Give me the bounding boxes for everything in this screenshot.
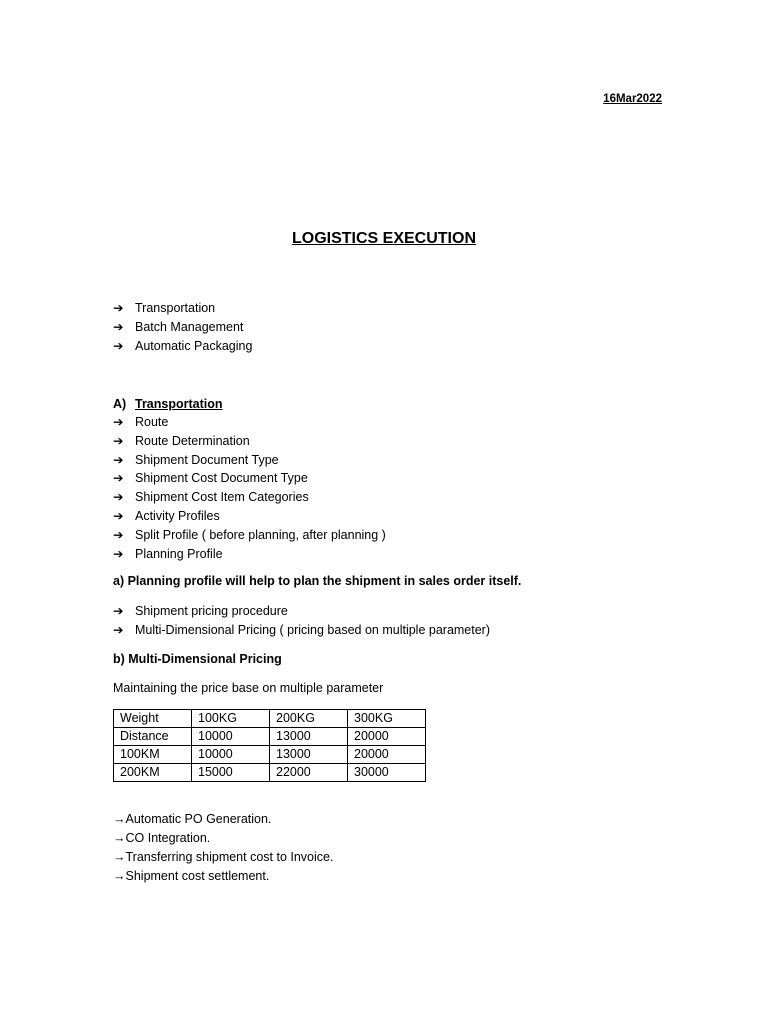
section-a-title: Transportation	[135, 397, 223, 411]
list-item: ➔ Route	[113, 413, 386, 432]
table-cell: 10000	[192, 746, 270, 764]
arrow-icon: ➔	[113, 415, 124, 429]
list-item: ➔ Shipment Cost Document Type	[113, 469, 386, 488]
table-row	[114, 728, 426, 746]
table-cell: Weight	[114, 710, 192, 728]
arrow-icon: →	[113, 850, 126, 864]
list-item: ➔ Planning Profile	[113, 545, 386, 564]
table-cell: 15000	[192, 764, 270, 782]
arrow-icon: ➔	[113, 452, 124, 467]
arrow-icon: ➔	[113, 622, 124, 637]
list-item: ➔ Route Determination	[113, 432, 386, 451]
list-item: ➔ Multi-Dimensional Pricing ( pricing based on multiple parameter)	[113, 621, 490, 640]
table-cell: Distance	[114, 728, 192, 746]
planning-profile-note: a) Planning profile will help to plan the shipment in sales order itself.	[113, 574, 522, 588]
table-cell: 100KM	[114, 746, 192, 764]
table-cell: 13000	[270, 746, 348, 764]
table-cell: 100KG	[192, 710, 270, 728]
pricing-list	[113, 602, 490, 640]
follow-up-list	[113, 810, 333, 886]
table-cell: 200KM	[114, 764, 192, 782]
arrow-icon: ➔	[113, 301, 124, 315]
table-cell: 300KG	[348, 710, 426, 728]
arrow-icon: →	[113, 869, 126, 883]
arrow-icon: ➔	[113, 338, 124, 353]
section-b-heading: b) Multi-Dimensional Pricing	[113, 652, 282, 666]
table-cell: 200KG	[270, 710, 348, 728]
table-cell: 30000	[348, 764, 426, 782]
table-cell: 20000	[348, 728, 426, 746]
arrow-icon: ➔	[113, 433, 124, 448]
pricing-table	[113, 709, 426, 782]
table-row	[114, 746, 426, 764]
arrow-icon: ➔	[113, 490, 124, 505]
arrow-icon: →	[113, 812, 126, 826]
table-row	[114, 710, 426, 728]
list-item: ➔ Split Profile ( before planning, after planning )	[113, 526, 386, 545]
section-b-intro: Maintaining the price base on multiple parameter	[113, 681, 384, 695]
arrow-icon: ➔	[113, 546, 124, 561]
table-cell: 20000	[348, 746, 426, 764]
arrow-icon: ➔	[113, 319, 124, 334]
arrow-icon: ➔	[113, 471, 124, 486]
list-item: ➔ Shipment pricing procedure	[113, 602, 490, 621]
list-item: ➔ Shipment Cost Item Categories	[113, 488, 386, 507]
list-item: ➔ Batch Management	[113, 318, 252, 337]
document-title: LOGISTICS EXECUTION	[291, 230, 476, 247]
document-date: 16Mar2022	[603, 93, 662, 105]
list-item: →Shipment cost settlement.	[113, 869, 270, 883]
list-item: ➔ Shipment Document Type	[113, 451, 386, 470]
list-item: →CO Integration.	[113, 831, 211, 845]
arrow-icon: ➔	[113, 508, 124, 523]
list-item: ➔ Activity Profiles	[113, 507, 386, 526]
list-item: →Automatic PO Generation.	[113, 812, 272, 826]
section-a-heading	[113, 395, 223, 413]
list-item: ➔ Transportation	[113, 299, 252, 318]
table-cell: 13000	[270, 728, 348, 746]
section-a-label: A)	[113, 397, 127, 411]
table-cell: 10000	[192, 728, 270, 746]
table-cell: 22000	[270, 764, 348, 782]
list-item: ➔ Automatic Packaging	[113, 337, 252, 356]
list-item: →Transferring shipment cost to Invoice.	[113, 850, 334, 864]
arrow-icon: →	[113, 831, 126, 845]
arrow-icon: ➔	[113, 527, 124, 542]
transportation-list	[113, 413, 386, 563]
arrow-icon: ➔	[113, 604, 124, 618]
topic-list	[113, 299, 252, 355]
table-row	[114, 764, 426, 782]
